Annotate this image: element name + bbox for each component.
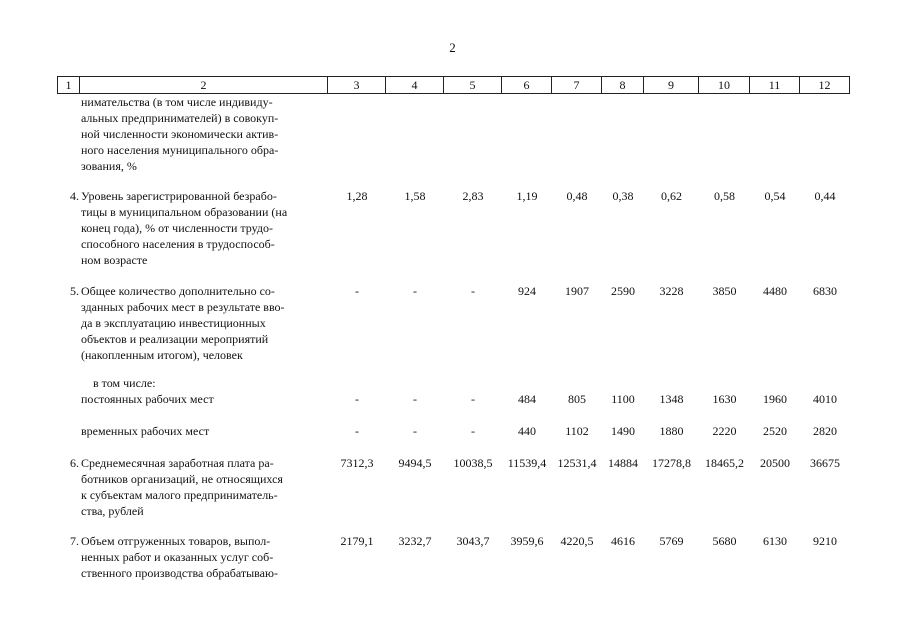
- table-cell-value: 924: [518, 284, 536, 298]
- column-header: 10: [699, 77, 750, 93]
- table-cell-value: 4010: [813, 392, 837, 406]
- table-cell-value: 2590: [611, 284, 635, 298]
- description-line: Общее количество дополнительно со-: [81, 284, 275, 298]
- column-header: 11: [750, 77, 800, 93]
- table-cell-value: 2179,1: [340, 534, 374, 548]
- row-description: [81, 533, 323, 581]
- table-cell-value: 2520: [763, 424, 787, 438]
- description-line: Среднемесячная заработная плата ра-: [81, 456, 274, 470]
- description-line: да в эксплуатацию инвестиционных: [81, 316, 266, 330]
- description-line: нимательства (в том числе индивиду-: [81, 95, 273, 109]
- description-line: к субъектам малого предприниматель-: [81, 488, 278, 502]
- column-header: 8: [602, 77, 644, 93]
- table-cell-value: 1100: [611, 392, 635, 406]
- sub-row-label: [81, 391, 214, 407]
- table-cell-value: 36675: [810, 456, 840, 470]
- table-cell-value: 1,58: [404, 189, 426, 203]
- table-cell-value: -: [471, 424, 475, 438]
- table-cell-value: 1102: [565, 424, 589, 438]
- column-header: 5: [444, 77, 502, 93]
- table-cell-value: 1907: [565, 284, 589, 298]
- description-line: ной численности экономически актив-: [81, 127, 279, 141]
- table-cell-value: 3850: [712, 284, 737, 298]
- table-cell-value: 14884: [608, 456, 638, 470]
- column-header: 6: [502, 77, 552, 93]
- row-number: 4.: [70, 189, 79, 203]
- column-header: 12: [800, 77, 850, 93]
- table-cell-value: 5769: [659, 534, 684, 548]
- table-cell-value: 7312,3: [340, 456, 374, 470]
- table-cell-value: 3228: [659, 284, 684, 298]
- table-cell-value: 2220: [712, 424, 737, 438]
- row-description: [81, 455, 323, 519]
- table-cell-value: 3232,7: [398, 534, 432, 548]
- table-cell-value: 4480: [763, 284, 787, 298]
- table-cell-value: 0,54: [764, 189, 786, 203]
- column-header: 1: [57, 77, 80, 93]
- description-line: ства, рублей: [81, 504, 144, 518]
- table-cell-value: 9210: [813, 534, 837, 548]
- table-cell-value: 1348: [659, 392, 684, 406]
- description-line: ственного производства обрабатываю-: [81, 566, 278, 580]
- row-number: 6.: [70, 456, 79, 470]
- description-line: временных рабочих мест: [81, 424, 210, 438]
- table-cell-value: -: [471, 392, 475, 406]
- column-header: 3: [328, 77, 386, 93]
- table-cell-value: 0,62: [661, 189, 682, 203]
- description-line: (накопленным итогом), человек: [81, 348, 243, 362]
- table-cell-value: 440: [518, 424, 536, 438]
- table-cell-value: -: [471, 284, 475, 298]
- table-cell-value: 0,58: [714, 189, 735, 203]
- table-cell-value: 3043,7: [456, 534, 490, 548]
- table-cell-value: 1880: [659, 424, 684, 438]
- table-cell-value: 20500: [760, 456, 790, 470]
- row-description: [81, 94, 323, 174]
- table-header-row: [57, 76, 850, 94]
- description-line: Уровень зарегистрированной безрабо-: [81, 189, 277, 203]
- table-cell-value: 9494,5: [398, 456, 432, 470]
- table-cell-value: 18465,2: [705, 456, 744, 470]
- description-line: зданных рабочих мест в результате вво-: [81, 300, 285, 314]
- table-cell-value: 2820: [813, 424, 837, 438]
- row-number: 7.: [70, 534, 79, 548]
- table-cell-value: 4616: [611, 534, 635, 548]
- table-cell-value: 4220,5: [560, 534, 594, 548]
- table-cell-value: 2,83: [462, 189, 484, 203]
- table-cell-value: 1,19: [516, 189, 538, 203]
- description-line: зования, %: [81, 159, 137, 173]
- sub-row-label: [81, 423, 209, 439]
- table-cell-value: 0,48: [566, 189, 588, 203]
- page-number: 2: [449, 40, 456, 55]
- description-line: Объем отгруженных товаров, выпол-: [81, 534, 271, 548]
- row-description: [81, 283, 323, 363]
- table-cell-value: 484: [518, 392, 536, 406]
- table-cell-value: 3959,6: [510, 534, 544, 548]
- table-cell-value: 805: [568, 392, 586, 406]
- description-line: объектов и реализации мероприятий: [81, 332, 269, 346]
- row-number: 5.: [70, 284, 79, 298]
- table-cell-value: 0,44: [814, 189, 836, 203]
- table-cell-value: 6830: [813, 284, 837, 298]
- table-cell-value: 1490: [611, 424, 635, 438]
- table-cell-value: -: [413, 392, 417, 406]
- column-header: 7: [552, 77, 602, 93]
- description-line: ного населения муниципального обра-: [81, 143, 279, 157]
- description-line: ботников организаций, не относящихся: [81, 472, 283, 486]
- table-cell-value: 12531,4: [557, 456, 597, 470]
- table-cell-value: 11539,4: [507, 456, 547, 470]
- table-cell-value: 1,28: [346, 189, 368, 203]
- description-line: ненных работ и оказанных услуг соб-: [81, 550, 274, 564]
- table-cell-value: -: [413, 424, 417, 438]
- table-cell-value: -: [355, 392, 359, 406]
- table-cell-value: 6130: [763, 534, 787, 548]
- description-line: конец года), % от численности трудо-: [81, 221, 273, 235]
- description-line: способного населения в трудоспособ-: [81, 237, 275, 251]
- column-header: 9: [644, 77, 699, 93]
- description-line: альных предпринимателей) в совокуп-: [81, 111, 279, 125]
- description-line: постоянных рабочих мест: [81, 392, 214, 406]
- description-line: тицы в муниципальном образовании (на: [81, 205, 288, 219]
- table-cell-value: -: [413, 284, 417, 298]
- table-cell-value: 1960: [763, 392, 787, 406]
- sub-row-label: [93, 375, 156, 391]
- description-line: ном возрасте: [81, 253, 148, 267]
- table-cell-value: 1630: [712, 392, 737, 406]
- table-cell-value: 0,38: [612, 189, 634, 203]
- table-cell-value: 5680: [712, 534, 737, 548]
- row-description: [81, 188, 323, 268]
- table-cell-value: 10038,5: [453, 456, 493, 470]
- column-header: 2: [80, 77, 328, 93]
- column-header: 4: [386, 77, 444, 93]
- table-cell-value: 17278,8: [652, 456, 691, 470]
- table-cell-value: -: [355, 284, 359, 298]
- table-cell-value: -: [355, 424, 359, 438]
- description-line: в том числе:: [93, 376, 156, 390]
